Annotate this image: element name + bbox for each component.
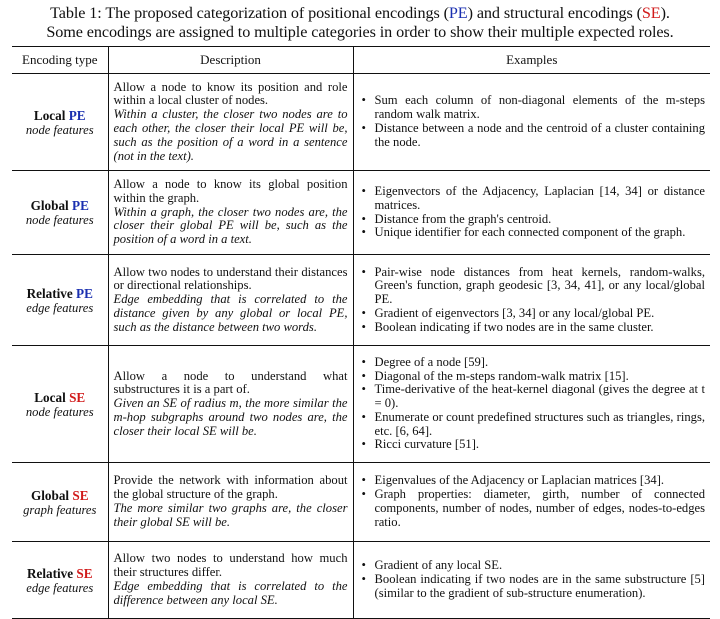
example-item: • Distance between a node and the centroid of a cluster containing the node. [375, 122, 706, 150]
description-cell [108, 255, 353, 346]
encoding-type-cell [12, 255, 108, 346]
description-italic-text: The more similar two graphs are, the closer their global SE will be. [113, 501, 348, 529]
description-cell [108, 346, 353, 463]
encoding-type-subtitle: node features [25, 213, 94, 227]
encoding-type-name [14, 488, 106, 503]
caption-text-a: Table 1: The proposed categorization of positional encodings ( [50, 4, 449, 22]
description-cell [108, 74, 353, 171]
encoding-type-subtitle: node features [25, 122, 94, 137]
description-cell [108, 171, 353, 255]
encoding-type-cell [12, 346, 108, 463]
description-text: Allow two nodes to understand how much their structures differ. [113, 551, 348, 580]
example-item: • Degree of a node [59]. [375, 356, 706, 370]
encoding-type-word: Local [34, 389, 66, 405]
encoding-type-word: Relative [26, 285, 73, 301]
description-italic-text: Edge embedding that is correlated to the distance given by any global or local PE, such as the distance between two words. [113, 292, 348, 334]
encoding-type-name [14, 390, 106, 405]
table-row [12, 255, 710, 346]
example-item: • Boolean indicating if two nodes are in the same cluster. [375, 321, 706, 335]
example-item: • Diagonal of the m-steps random-walk matrix [15]. [375, 370, 706, 384]
caption-pe-tag: PE [448, 4, 468, 22]
table-row [12, 463, 710, 542]
header-encoding-type: Encoding type [12, 47, 108, 74]
examples-list [359, 474, 706, 529]
example-item: • Boolean indicating if two nodes are in the same substructure [5] (similar to the gradient of sub-structure enumeration). [375, 573, 706, 601]
encoding-type-tag: SE [69, 389, 86, 405]
example-item: • Ricci curvature [51]. [375, 438, 706, 452]
encoding-type-tag: SE [76, 565, 93, 581]
caption-line-2: Some encodings are assigned to multiple categories in order to show their multiple expected roles. [46, 23, 674, 41]
examples-list [359, 266, 706, 335]
examples-cell [353, 171, 710, 255]
description-italic-text: Given an SE of radius m, the more similar the m-hop subgraphs around two nodes are, the closer their local SE will be. [113, 396, 348, 438]
description-italic-text: Edge embedding that is correlated to the difference between any local SE. [113, 579, 348, 607]
examples-list [359, 356, 706, 453]
examples-list [359, 559, 706, 600]
caption-se-tag: SE [641, 4, 661, 22]
encoding-type-name [14, 286, 106, 301]
example-item: • Enumerate or count predefined structures such as triangles, rings, etc. [6, 64]. [375, 411, 706, 439]
encoding-type-subtitle: graph features [23, 502, 97, 517]
header-examples: Examples [506, 52, 558, 68]
table-caption [8, 4, 712, 42]
example-item: • Gradient of any local SE. [375, 559, 706, 573]
encoding-type-cell [12, 463, 108, 542]
encoding-type-tag: PE [72, 198, 89, 213]
examples-cell [353, 542, 710, 619]
example-item: • Eigenvectors of the Adjacency, Laplacian [14, 34] or distance matrices. [375, 185, 706, 213]
description-italic-text: Within a cluster, the closer two nodes are to each other, the closer their local PE will be, such as the position of a word in a sentence (not in the text). [113, 107, 348, 163]
examples-list [359, 185, 706, 240]
examples-cell [353, 74, 710, 171]
table-row [12, 171, 710, 255]
encoding-type-subtitle: edge features [26, 580, 94, 595]
encoding-type-name [14, 566, 106, 581]
description-cell [108, 463, 353, 542]
examples-cell [353, 463, 710, 542]
example-item: • Eigenvalues of the Adjacency or Laplacian matrices [34]. [375, 474, 706, 488]
header-description: Description [108, 47, 353, 74]
table-body [12, 74, 710, 619]
example-item: • Distance from the graph's centroid. [375, 213, 706, 227]
encoding-type-word: Global [30, 487, 70, 503]
encoding-type-name [14, 108, 106, 123]
example-item: • Graph properties: diameter, girth, number of connected components, number of nodes, number of edges, nodes-to-edges ratio. [375, 488, 706, 529]
description-text: Allow a node to know its global position within the graph. [113, 177, 348, 205]
table-row [12, 346, 710, 463]
encoding-type-tag: PE [68, 107, 86, 123]
encoding-type-subtitle: edge features [26, 300, 94, 315]
encoding-type-tag: PE [76, 285, 93, 301]
description-text: Allow two nodes to understand their distances or directional relationships. [113, 264, 348, 293]
encoding-type-cell [12, 74, 108, 171]
example-item: • Time-derivative of the heat-kernel diagonal (gives the degree at t = 0). [375, 383, 706, 411]
examples-cell [353, 255, 710, 346]
encoding-type-name [14, 198, 106, 213]
caption-line-1 [8, 4, 712, 23]
example-item: • Gradient of eigenvectors [3, 34] or any local/global PE. [375, 307, 706, 321]
description-text: Provide the network with information about the global structure of the graph. [113, 473, 348, 502]
examples-list [359, 94, 706, 149]
table-row [12, 542, 710, 619]
example-item: • Sum each column of non-diagonal elements of the m-steps random walk matrix. [375, 94, 706, 122]
description-text: Allow a node to know its position and role within a local cluster of nodes. [113, 79, 348, 108]
caption-text-b: ) and structural encodings ( [467, 4, 642, 22]
description-cell [108, 542, 353, 619]
example-item: • Unique identifier for each connected component of the graph. [375, 226, 706, 240]
encoding-type-subtitle: node features [25, 404, 94, 419]
encoding-type-word: Global [30, 198, 69, 213]
encoding-type-word: Local [33, 107, 66, 123]
caption-text-c: ). [660, 4, 670, 22]
table-header [12, 47, 710, 74]
encoding-type-tag: SE [72, 487, 89, 503]
examples-cell [353, 346, 710, 463]
description-italic-text: Within a graph, the closer two nodes are, the closer their global PE will be, such as the position of a word in a text. [113, 204, 348, 247]
table-row [12, 74, 710, 171]
encoding-type-cell [12, 171, 108, 255]
description-text: Allow a node to understand what substructures it is a part of. [113, 368, 348, 397]
encoding-type-word: Relative [26, 565, 74, 581]
encoding-table [12, 46, 710, 619]
encoding-type-cell [12, 542, 108, 619]
example-item: • Pair-wise node distances from heat kernels, random-walks, Green's function, graph geodesic [3, 34, 41], or any local/global PE. [375, 266, 706, 307]
